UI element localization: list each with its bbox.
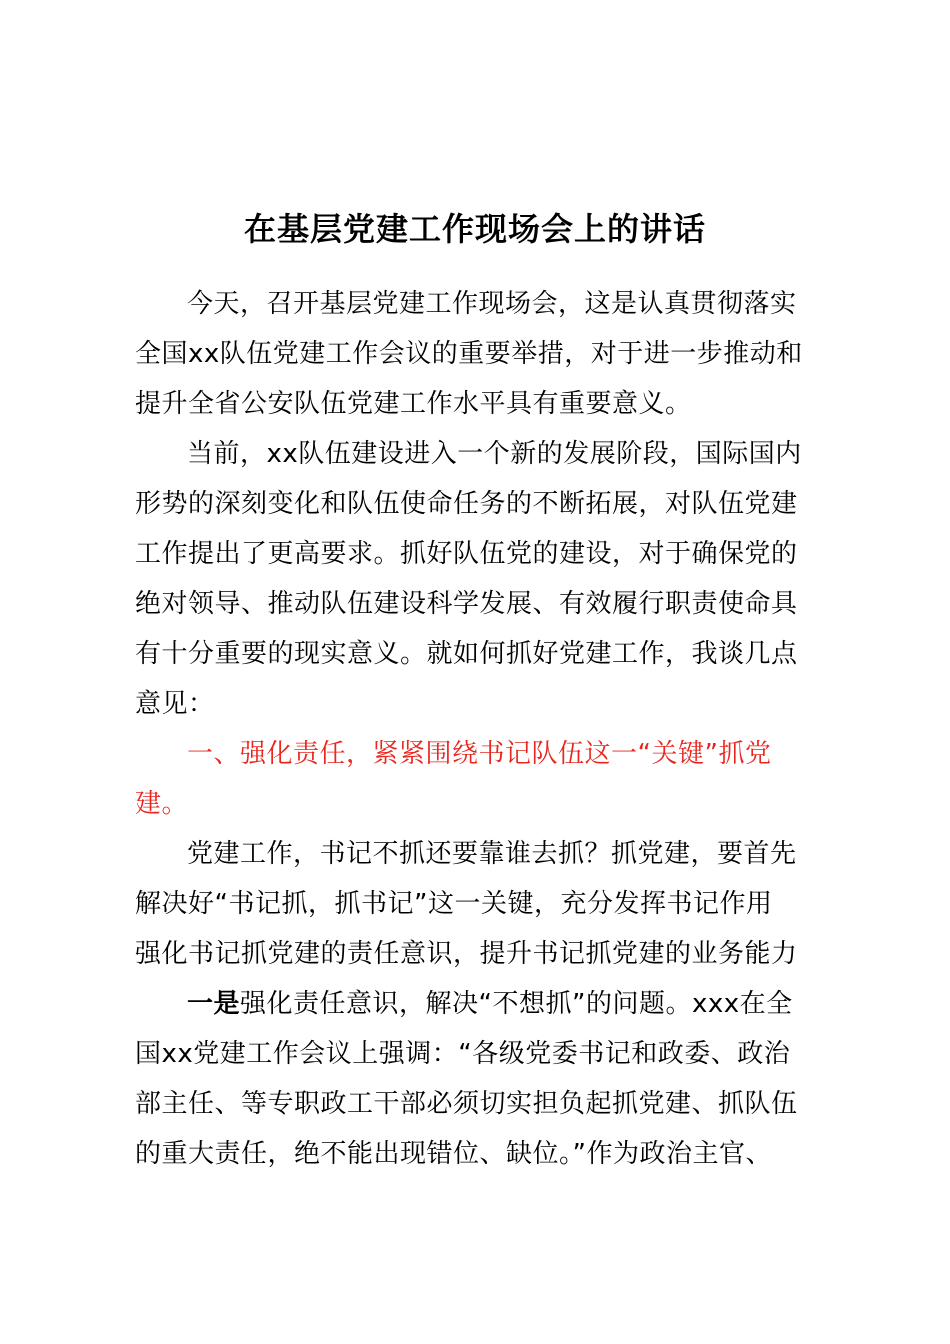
paragraph-line: 形势的深刻变化和队伍使命任务的不断拓展，对队伍党建 [135, 489, 798, 519]
document-title: 在基层党建工作现场会上的讲话 [243, 210, 706, 248]
paragraph-line: 强化书记抓党建的责任意识，提升书记抓党建的业务能力 [135, 939, 798, 969]
paragraph-line: 绝对领导、推动队伍建设科学发展、有效履行职责使命具 [135, 589, 798, 619]
paragraph-line: 意见： [135, 689, 215, 719]
paragraph-line: 解决好“书记抓，抓书记”这一关键，充分发挥书记作用 [135, 889, 773, 919]
paragraph-line: 全国xx队伍党建工作会议的重要举措，对于进一步推动和 [135, 339, 803, 369]
section-heading: 一、强化责任，紧紧围绕书记队伍这一“关键”抓党 [187, 739, 772, 769]
paragraph-line [187, 979, 855, 1029]
paragraph-line: 党建工作，书记不抓还要靠谁去抓？抓党建，要首先 [187, 839, 797, 869]
paragraph-line: 部主任、等专职政工干部必须切实担负起抓党建、抓队伍 [135, 1089, 798, 1119]
paragraph-line: 有十分重要的现实意义。就如何抓好党建工作，我谈几点 [135, 639, 798, 669]
paragraph-line: 提升全省公安队伍党建工作水平具有重要意义。 [135, 389, 692, 419]
point-marker: 一是 [187, 989, 241, 1019]
paragraph-line: 的重大责任，绝不能出现错位、缺位。”作为政治主官、 [135, 1139, 772, 1169]
section-heading-continued: 建。 [135, 789, 189, 819]
point-text: 强化责任意识，解决“不想抓”的问题。xxx在全 [240, 989, 793, 1019]
paragraph-line: 当前，xx队伍建设进入一个新的发展阶段，国际国内 [187, 439, 802, 469]
paragraph-line: 国xx党建工作会议上强调：“各级党委书记和政委、政治 [135, 1039, 791, 1069]
paragraph-line: 今天，召开基层党建工作现场会，这是认真贯彻落实 [187, 289, 797, 319]
paragraph-line: 工作提出了更高要求。抓好队伍党的建设，对于确保党的 [135, 539, 798, 569]
